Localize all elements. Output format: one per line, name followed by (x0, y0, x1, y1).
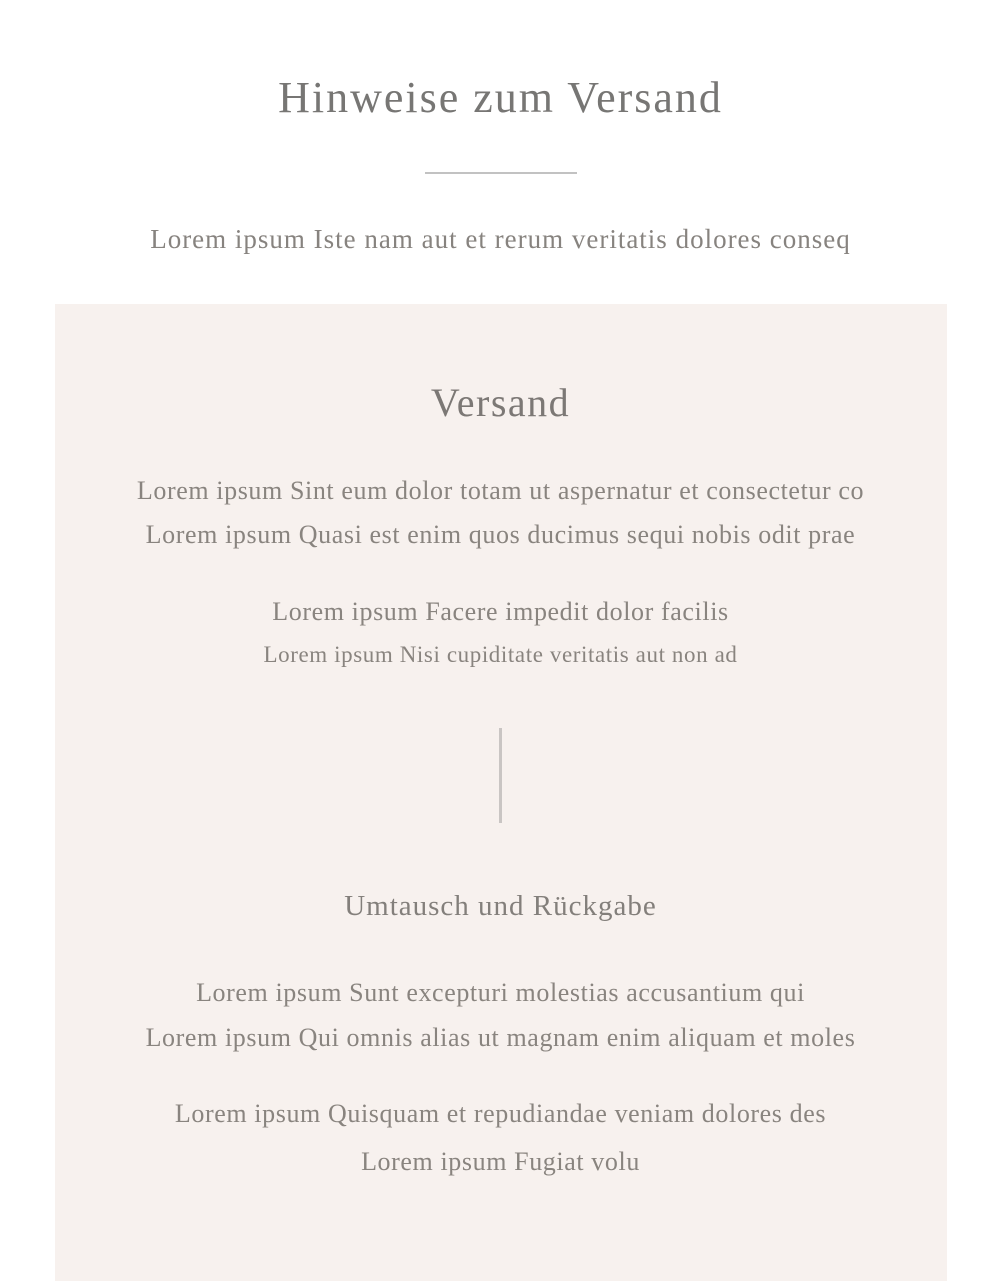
shipping-line: Lorem ipsum Sint eum dolor totam ut aspernatur et consectetur co (136, 476, 865, 505)
returns-line: Lorem ipsum Qui omnis alias ut magnam enim aliquam et moles (145, 1023, 856, 1052)
returns-lines (55, 970, 947, 1060)
page-subtitle: Lorem ipsum Iste nam aut et rerum veritatis dolores conseq (150, 224, 851, 254)
returns-subnote: Lorem ipsum Fugiat volu (361, 1147, 640, 1176)
shipping-note-block (55, 590, 947, 676)
shipping-section-heading: Versand (430, 380, 571, 425)
shipping-panel (55, 304, 947, 1281)
returns-section-heading: Umtausch und Rückgabe (344, 890, 657, 922)
page-title: Hinweise zum Versand (278, 73, 723, 122)
shipping-subnote: Lorem ipsum Nisi cupiditate veritatis aut non ad (263, 642, 738, 667)
returns-line: Lorem ipsum Sunt excepturi molestias accusantium qui (196, 978, 805, 1007)
section-divider (499, 728, 502, 823)
shipping-line: Lorem ipsum Quasi est enim quos ducimus sequi nobis odit prae (145, 520, 856, 549)
returns-note-block (55, 1090, 947, 1186)
shipping-lines (55, 469, 947, 557)
returns-note: Lorem ipsum Quisquam et repudiandae veniam dolores des (174, 1099, 827, 1128)
title-divider (425, 172, 577, 174)
shipping-note: Lorem ipsum Facere impedit dolor facilis (272, 597, 729, 626)
